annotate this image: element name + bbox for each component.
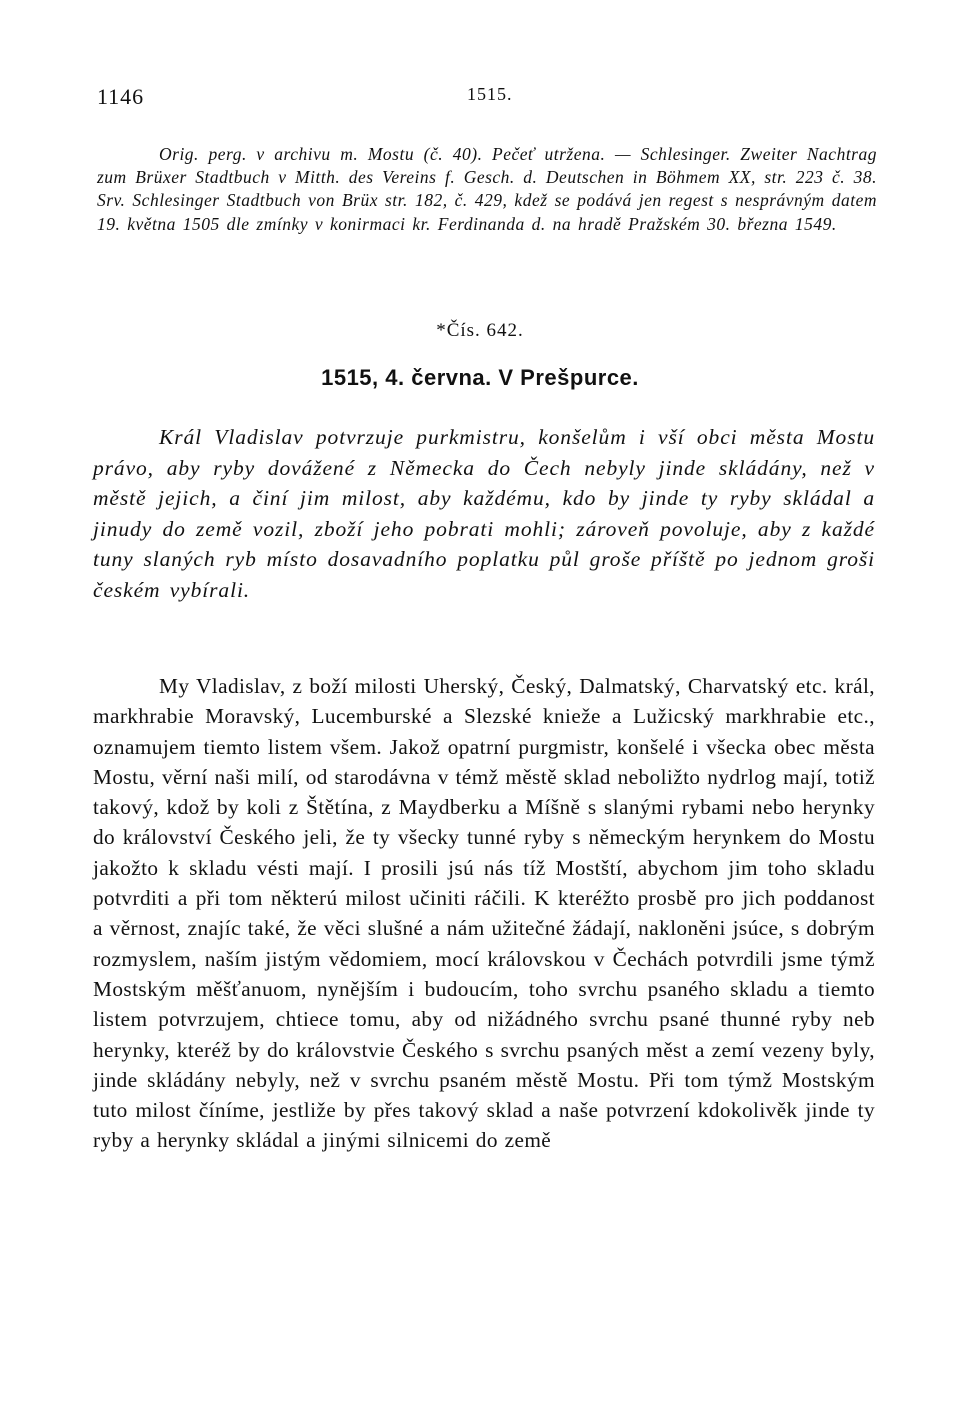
- source-note: Orig. perg. v archivu m. Mostu (č. 40). Pečeť utržena. — Schlesinger. Zweiter Nachtrag zum Brüxer Stadtbuch v Mitth. des Vereins f. Gesch. d. Deutschen in Böhmem XX, str. 223 č. 38. Srv. Schlesinger Stadtbuch von Brüx str. 182, č. 429, kdež se podává jen regest s nesprávným datem 19. května 1505 dle zmínky v konirmaci kr. Ferdinanda d. na hradě Pražském 30. března 1549.: [97, 144, 877, 234]
- document-regest: Král Vladislav potvrzuje purkmistru, konšelům i vší obci města Mostu právo, aby ryby dovážené z Německa do Čech nebyly jinde skládány, než v městě jejich, a činí jim milost, aby každému, kdo by jinde ty ryby skládal a jinudy do země vozil, zboží jeho pobrati mohli; zároveň povoluje, aby z každé tuny slaných ryb místo dosavadního poplatku půl groše příště po jednom groši českém vybírali.: [93, 425, 875, 602]
- document-number: *Čís. 642.: [436, 320, 524, 341]
- page-header: [97, 84, 877, 114]
- document-dateline: 1515, 4. června. V Prešpurce.: [321, 365, 639, 390]
- page-number: 1146: [97, 84, 145, 109]
- document-body-text: My Vladislav, z boží milosti Uherský, Český, Dalmatský, Charvatský etc. král, markhrabie Moravský, Lucemburské a Slezské knieže a Lužicský markhrabie etc., oznamujem tiemto listem všem. Jakož opatrní purgmistr, konšelé i všecka obec města Mostu, věrní naši milí, od starodávna v témž městě sklad neboližto nydrlog mají, totiž takový, kdož by koli z Štětína, z Maydberku a Míšně s slanými rybami nebo herynky do království Českého jeli, že ty všecky tunné ryby s německým herynkem do Mostu jakožto k skladu vésti mají. I prosili jsú nás tíž Mostští, abychom jim toho skladu potvrditi a při tom některú milost učiniti ráčili. K kteréžto prosbě pro jich poddanost a věrnost, znajíc také, že věci slušné a nám užitečné žádají, nakloněni jsúce, s dobrým rozmyslem, naším jistým vědomiem, mocí královskou v Čechách potvrdili jsme týmž Mostským měšťanuom, nynějším i budoucím, toho svrchu psaného skladu a tiemto listem potvrzujem, chtiece tomu, aby od nižádného svrchu psané thunné ryby neb herynky, kteréž by do královstvie Českého s svrchu psaných měst a zemí vezeny byly, jinde skládány nebyly, než v svrchu psaném městě Mostu. Při tom týmž Mostským tuto milost číníme, jestliže by přes takový sklad a naše potvrzení kdokolivěk jinde ty ryby a herynky skládal a jinými silnicemi do země: [93, 674, 875, 1153]
- running-head-year: 1515.: [467, 84, 513, 104]
